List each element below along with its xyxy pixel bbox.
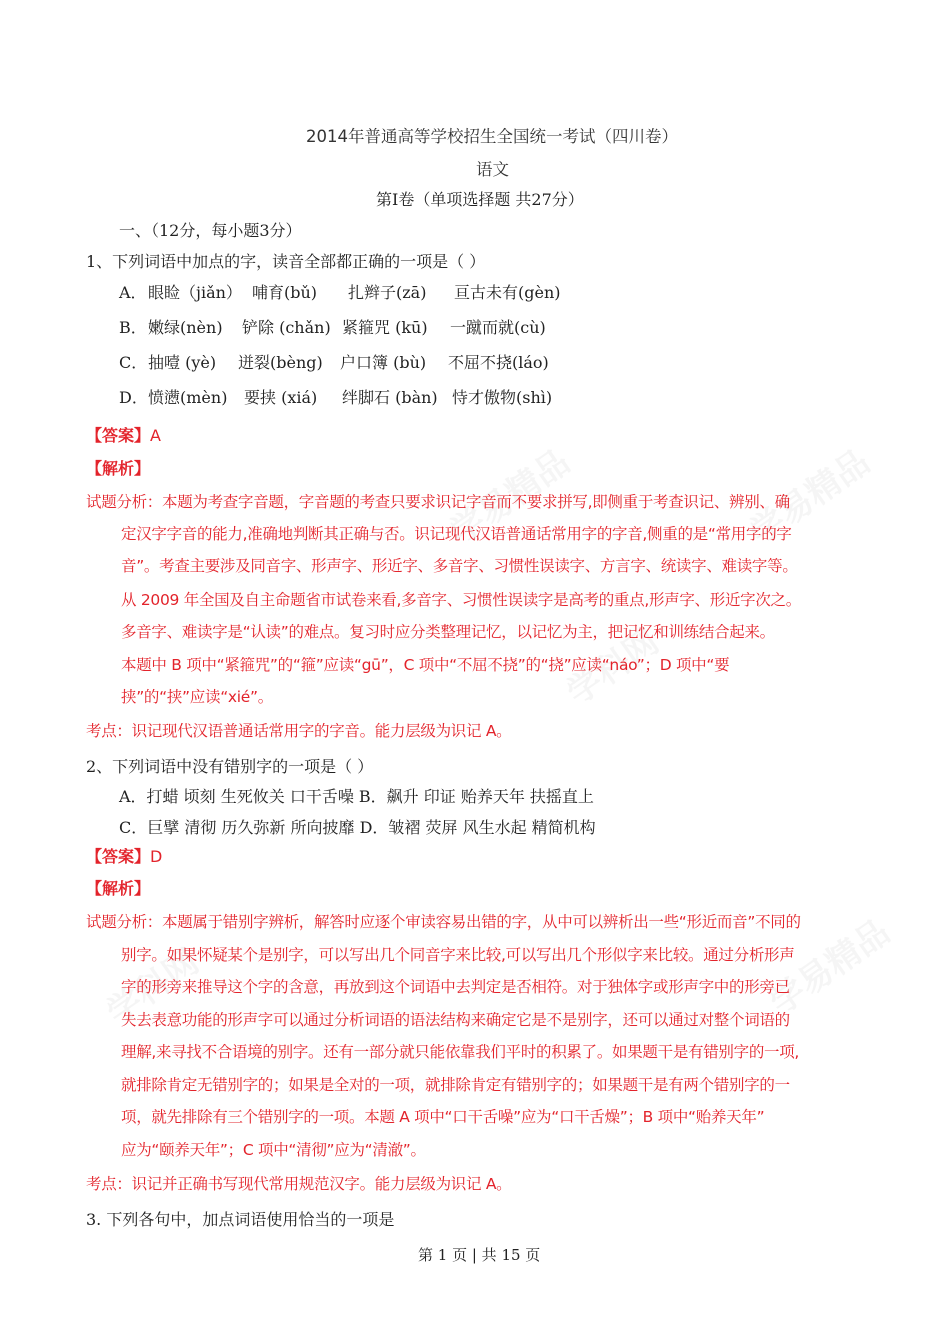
- question-2-answer: [86, 847, 162, 867]
- option-item: 哺育(bǔ): [252, 283, 318, 302]
- option-item: 铲除 (chǎn): [242, 318, 331, 337]
- option-label: B．: [119, 318, 147, 337]
- analysis-line: 试题分析：本题为考查字音题，字音题的考查只要求识记字音而不要求拼写,即侧重于考查识记、辨别、确: [86, 493, 790, 511]
- analysis-line: 挟”的“挟”应读“xié”。: [121, 688, 273, 706]
- option-item: 户口簿 (bù): [340, 353, 427, 372]
- analysis-line: 从 2009 年全国及自主命题省市试卷来看,多音字、习惯性误读字是高考的重点,形声字、形近字次之。: [121, 591, 801, 609]
- option-item: 恃才傲物(shì): [452, 388, 553, 407]
- option-label: C．: [119, 353, 148, 372]
- question-3-stem: 3. 下列各句中，加点词语使用恰当的一项是: [86, 1210, 395, 1229]
- option-item: 抽噎 (yè): [148, 353, 217, 372]
- question-1-analysis-label: 【解析】: [86, 459, 151, 478]
- exam-title: 2014年普通高等学校招生全国统一考试（四川卷）: [306, 127, 678, 146]
- question-2-options-row: A．打蜡 顷刻 生死攸关 口干舌噪 B．飙升 印证 贻养天年 扶摇直上: [119, 787, 594, 806]
- analysis-line: 理解,来寻找不合语境的别字。还有一部分就只能依靠我们平时的积累了。如果题干是有错别字的一项,: [121, 1043, 800, 1061]
- option-label: D．: [119, 388, 148, 407]
- analysis-line: 项，就先排除有三个错别字的一项。本题 A 项中“口干舌噪”应为“口干舌燥”；B 项中“贻养天年”: [121, 1108, 765, 1126]
- watermark: 学易精品: [742, 441, 878, 553]
- option-item: 眼睑（jiǎn）: [148, 283, 242, 302]
- question-1-point: 考点：识记现代汉语普通话常用字的字音。能力层级为识记 A。: [86, 722, 512, 740]
- analysis-line: 应为“颐养天年”；C 项中“清彻”应为“清澈”。: [121, 1141, 426, 1159]
- option-item: 扎辫子(zā): [348, 283, 427, 302]
- question-2-options-row: C．巨擘 清彻 历久弥新 所向披靡 D．皱褶 荧屏 风生水起 精简机构: [119, 818, 596, 837]
- answer-label: 【答案】: [86, 847, 151, 866]
- option-label: A．: [119, 283, 147, 302]
- watermark: 学易精品: [762, 911, 898, 1023]
- option-item: 亘古未有(gèn): [454, 283, 561, 302]
- question-1-stem: 1、下列词语中加点的字，读音全部都正确的一项是（ ）: [86, 252, 486, 271]
- option-item: 绊脚石 (bàn): [342, 388, 438, 407]
- page-footer: 第 1 页 | 共 15 页: [418, 1246, 541, 1264]
- part-title: 第Ⅰ卷（单项选择题 共27分）: [376, 190, 584, 209]
- answer-value: A: [150, 426, 161, 445]
- analysis-line: 失去表意功能的形声字可以通过分析词语的语法结构来确定它是不是别字，还可以通过对整个词语的: [121, 1011, 790, 1029]
- question-2-stem: 2、下列词语中没有错别字的一项是（ ）: [86, 757, 374, 776]
- option-item: 嫩绿(nèn): [148, 318, 223, 337]
- option-item: 紧箍咒 (kū): [342, 318, 428, 337]
- option-item: 迸裂(bèng): [238, 353, 323, 372]
- watermark: 学易精品: [442, 441, 578, 553]
- option-item: 不屈不挠(láo): [448, 353, 549, 372]
- question-2-point: 考点：识记并正确书写现代常用规范汉字。能力层级为识记 A。: [86, 1175, 512, 1193]
- question-1-answer: [86, 426, 161, 446]
- analysis-line: 本题中 B 项中“紧箍咒”的“箍”应读“gū”，C 项中“不屈不挠”的“挠”应读“náo”；D 项中“要: [121, 656, 730, 674]
- analysis-line: 别字。如果怀疑某个是别字，可以写出几个同音字来比较,可以写出几个形似字来比较。通过分析形声: [121, 946, 795, 964]
- option-item: 一蹴而就(cù): [450, 318, 546, 337]
- watermark: 学科网: [99, 941, 207, 1034]
- analysis-line: 字的形旁来推导这个字的含意，再放到这个词语中去判定是否相符。对于独体字或形声字中的形旁已: [121, 978, 790, 996]
- section-heading: 一、（12分，每小题3分）: [119, 221, 302, 240]
- subject-title: 语文: [476, 160, 509, 179]
- watermark: 学科网: [559, 621, 667, 714]
- analysis-line: 就排除肯定无错别字的；如果是全对的一项，就排除肯定有错别字的；如果题干是有两个错别字的一: [121, 1076, 790, 1094]
- analysis-line: 试题分析：本题属于错别字辨析，解答时应逐个审读容易出错的字，从中可以辨析出一些“形近而音”不同的: [86, 913, 801, 931]
- answer-label: 【答案】: [86, 426, 151, 445]
- analysis-line: 音”。考查主要涉及同音字、形声字、形近字、多音字、习惯性误读字、方言字、统读字、难读字等。: [121, 557, 798, 575]
- analysis-line: 多音字、难读字是“认读”的难点。复习时应分类整理记忆，以记忆为主，把记忆和训练结合起来。: [121, 623, 775, 641]
- analysis-line: 定汉字字音的能力,准确地判断其正确与否。识记现代汉语普通话常用字的字音,侧重的是“常用字的字: [121, 525, 792, 543]
- answer-value: D: [150, 847, 163, 866]
- option-item: 要挟 (xiá): [244, 388, 318, 407]
- question-2-analysis-label: 【解析】: [86, 879, 151, 898]
- option-item: 愤懑(mèn): [148, 388, 228, 407]
